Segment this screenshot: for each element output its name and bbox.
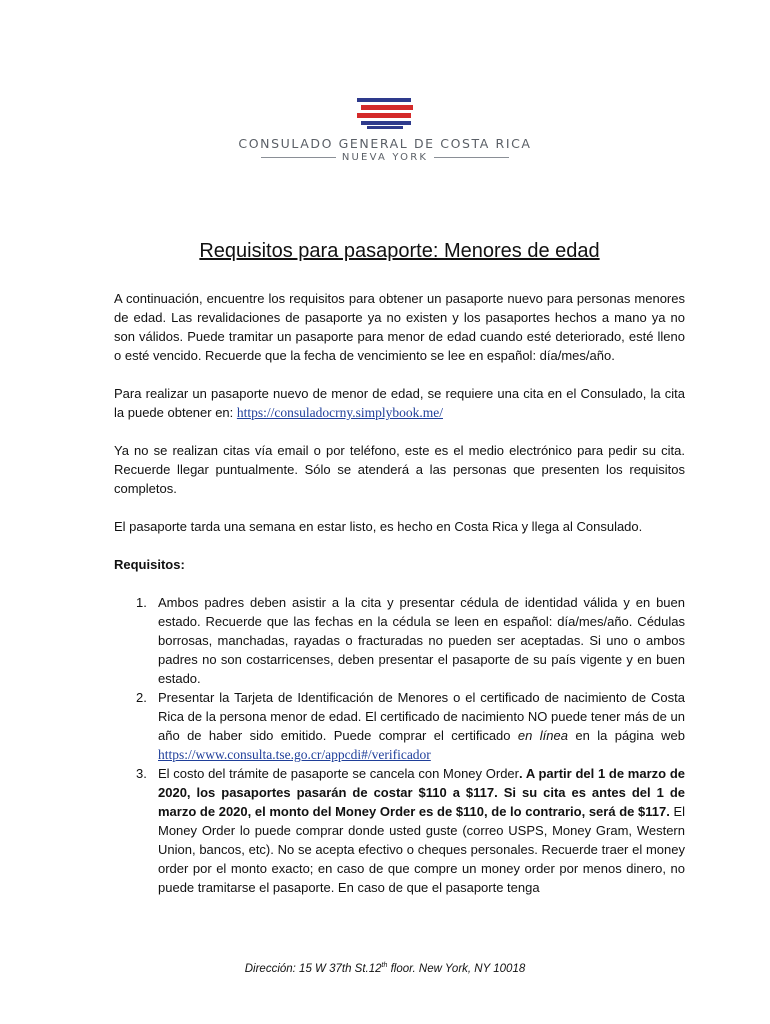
city-divider-right bbox=[434, 157, 509, 158]
requirement-item-3 bbox=[114, 764, 685, 897]
consulado-logo bbox=[0, 98, 770, 163]
city-divider-left bbox=[261, 157, 336, 158]
document-content bbox=[114, 238, 685, 897]
footer-address bbox=[0, 962, 770, 975]
requirement-text-part: en la página web bbox=[567, 728, 685, 743]
flag-stripe-3 bbox=[357, 113, 411, 118]
requirement-text-part: El costo del trámite de pasaporte se cancela con Money Order bbox=[158, 766, 519, 781]
requirement-item-1 bbox=[114, 593, 685, 688]
appointment-text: Para realizar un pasaporte nuevo de menor de edad, se requiere una cita en el Consulado, la cita la puede obtener en: bbox=[114, 386, 685, 420]
document-title: Requisitos para pasaporte: Menores de edad bbox=[199, 240, 600, 262]
appointment-paragraph bbox=[114, 384, 685, 422]
requirement-item-2 bbox=[114, 688, 685, 764]
consulado-name: CONSULADO GENERAL DE COSTA RICA bbox=[238, 136, 532, 151]
city-row bbox=[0, 152, 770, 163]
requirement-number: 2. bbox=[136, 690, 147, 705]
requirements-heading: Requisitos: bbox=[114, 557, 185, 572]
costa-rica-flag-icon bbox=[357, 98, 413, 130]
requirement-number: 1. bbox=[136, 595, 147, 610]
requirement-number: 3. bbox=[136, 766, 147, 781]
flag-stripe-2 bbox=[361, 105, 413, 110]
requirement-text bbox=[158, 764, 685, 897]
flag-stripe-4 bbox=[361, 121, 411, 125]
appointment-link[interactable]: https://consuladocrny.simplybook.me/ bbox=[236, 405, 443, 420]
requirement-text bbox=[158, 688, 685, 764]
footer-address-superscript: th bbox=[381, 962, 388, 969]
requirement-text-italic: en línea bbox=[517, 728, 568, 743]
flag-stripe-5 bbox=[367, 126, 403, 129]
requirement-text-part: Presentar la Tarjeta de Identificación de Menores o el certificado de nacimiento de Costa Rica de la persona menor de edad. El certificado de nacimiento NO puede tener más de un año de haber sido emitido. Puede comprar el certificado bbox=[158, 690, 685, 743]
requirement-text: Ambos padres deben asistir a la cita y presentar cédula de identidad válida y en buen estado. Recuerde que las fechas en la cédula se leen en español: día/mes/año. Cédulas borrosas, manchadas, rayadas o fracturadas no pueden ser aceptadas. Si uno o ambos padres no son costarricenses, deben presentar el pasaporte de su país vigente y en buen estado. bbox=[158, 595, 685, 686]
tse-verifier-link[interactable]: https://www.consulta.tse.go.cr/appcdi#/verificador bbox=[158, 747, 431, 762]
requirements-list bbox=[114, 593, 685, 897]
email-paragraph: Ya no se realizan citas vía email o por teléfono, este es el medio electrónico para pedir su cita. Recuerde llegar puntualmente. Sólo se atenderá a las personas que presenten los requisitos completos. bbox=[114, 443, 685, 496]
requirement-text-bold: . A partir del 1 de marzo de 2020, los pasaportes pasarán de costar $110 a $117. Si su cita es antes del 1 de marzo de 2020, el monto del Money Order es de $110, de lo contrario, será de $117. bbox=[158, 766, 685, 819]
city-name: NUEVA YORK bbox=[341, 152, 429, 163]
requirement-text-part: El Money Order lo puede comprar donde usted guste (correo USPS, Money Gram, Western Union, bancos, etc). No se acepta efectivo o cheques personales. Recuerde traer el money order por el monto exacto; en caso de que compre un money order por menos dinero, no puede tramitarse el pasaporte. En caso de que el pasaporte tenga bbox=[158, 804, 685, 895]
footer-address-part: floor. New York, NY 10018 bbox=[387, 962, 526, 975]
intro-paragraph: A continuación, encuentre los requisitos para obtener un pasaporte nuevo para personas menores de edad. Las revalidaciones de pasaporte ya no existen y los pasaportes hechos a mano ya no son válidos. Puede tramitar un pasaporte para menor de edad cuando esté deteriorado, esté lleno o esté vencido. Recuerde que la fecha de vencimiento se lee en español: día/mes/año. bbox=[114, 291, 685, 363]
footer-address-part: Dirección: 15 W 37th St.12 bbox=[244, 962, 382, 975]
flag-stripe-1 bbox=[357, 98, 411, 102]
processing-time-paragraph: El pasaporte tarda una semana en estar listo, es hecho en Costa Rica y llega al Consulado. bbox=[114, 519, 643, 534]
